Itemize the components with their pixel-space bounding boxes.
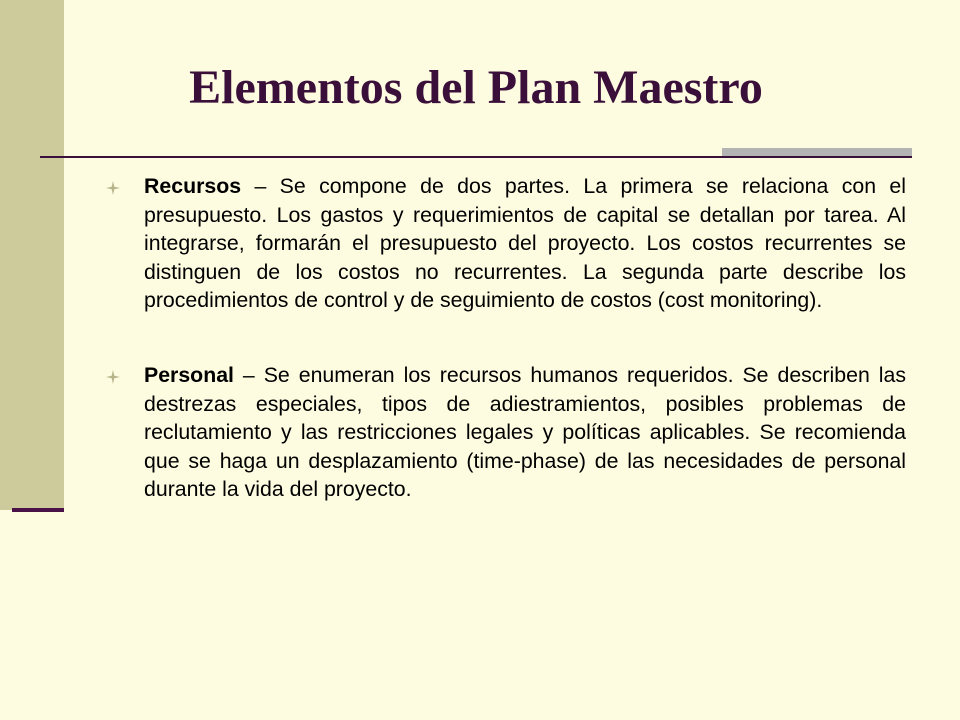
diamond-sparkle-icon bbox=[106, 370, 120, 384]
title-divider-accent bbox=[722, 148, 912, 156]
bullet-item-personal bbox=[106, 361, 906, 504]
title-divider bbox=[40, 156, 912, 158]
bullet-term: Recursos bbox=[144, 174, 242, 198]
sidebar-accent-line bbox=[12, 508, 64, 512]
bullet-term: Personal bbox=[144, 362, 234, 387]
bullet-text: – Se compone de dos partes. La primera se relaciona con el presupuesto. Los gastos y requerimientos de capital se detallan por tarea. Al integrarse, formarán el presupuesto del proyecto. Los costos recurrentes se distinguen de los costos no recurrentes. La segunda parte describe los procedimientos de control y de seguimiento de costos (cost monitoring). bbox=[144, 174, 906, 313]
bullet-text: – Se enumeran los recursos humanos requeridos. Se describen las destrezas especiales, tipos de adiestramientos, posibles problemas de reclutamiento y las restricciones legales y políticas aplicables. Se recomienda que se haga un desplazamiento (time-phase) de las necesidades de personal durante la vida del proyecto. bbox=[144, 362, 906, 502]
bullet-list bbox=[106, 172, 906, 550]
slide-title: Elementos del Plan Maestro bbox=[189, 61, 763, 114]
bullet-item-recursos bbox=[106, 172, 906, 315]
diamond-sparkle-icon bbox=[106, 181, 120, 195]
